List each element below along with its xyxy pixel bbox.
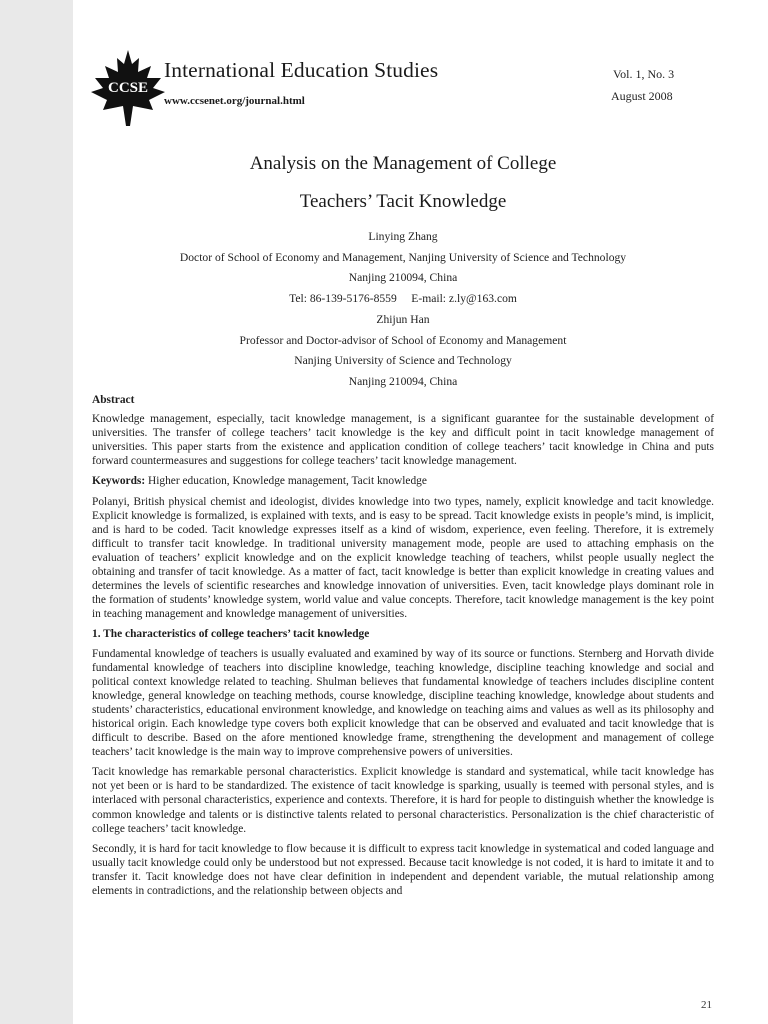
paper-title — [93, 145, 713, 221]
keywords-text: Higher education, Knowledge management, Tacit knowledge — [148, 475, 427, 488]
author-name: Linying Zhang — [368, 230, 438, 243]
author-institution: Nanjing University of Science and Technology — [294, 354, 512, 368]
section-heading: 1. The characteristics of college teachers’ tacit knowledge — [92, 628, 370, 641]
abstract-text: Knowledge management, especially, tacit knowledge management, is a significant guarantee for the sustainable development of universities. The transfer of college teachers’ tacit knowledge is the key and difficult point in tacit knowledge management of universities. This paper starts from the existence and application condition of college teachers’ tacit knowledge in China and puts forward countermeasures and suggestions for college teachers’ tacit knowledge management. — [92, 413, 714, 468]
issue-date: August 2008 — [611, 89, 673, 103]
author-affiliation: Professor and Doctor-advisor of School of Economy and Management — [239, 333, 567, 347]
paper-body — [92, 393, 714, 904]
body-paragraph: Fundamental knowledge of teachers is usually evaluated and examined by way of its source or functions. Sternberg and Horvath divide fundamental knowledge of teachers into discipline knowledge, teaching knowledge, discipline teaching knowledge and social and political context knowledge related to teaching. Shulman believes that fundamental knowledge of teachers includes discipline content knowledge, general knowledge on teaching methods, course knowledge, discipline teaching knowledge, knowledge about students and students’ characteristics, educational environment knowledge, and knowledge on teaching aims and values as well as its philosophy and historical origin. Each knowledge type covers both explicit knowledge that can be observed and evaluated and tacit knowledge that is difficult to describe. Based on the afore mentioned knowledge frame, strengthening the development and management of college teachers’ tacit knowledge is the main way to improve comprehensive powers of universities. — [92, 647, 714, 759]
title-line-2: Teachers’ Tacit Knowledge — [299, 191, 507, 212]
intro-paragraph: Polanyi, British physical chemist and ideologist, divides knowledge into two types, namely, explicit knowledge and tacit knowledge. Explicit knowledge is formalized, is explained with texts, and is easy to be spread. Tacit knowledge exists in people’s mind, is implicit, and is hard to be coded. Tacit knowledge expresses itself as a kind of wisdom, experience, even feeling. Therefore, it is extremely difficult to transfer tacit knowledge. In traditional university management mode, people are used to attaching emphasis on the evaluation of teachers’ explicit knowledge and on the explicit knowledge teaching of teachers, whilst people usually neglect the obtaining and transfer of tacit knowledge. As a matter of fact, tacit knowledge is better than explicit knowledge in creating values and determines the levels of scientific researches and knowledge innovation of universities. Even, tacit knowledge plays dominant role in the formation of students’ knowledge system, world value and value concepts. Therefore, tacit knowledge management is the key point in teaching management and knowledge management of universities. — [92, 495, 714, 621]
journal-title: International Education Studies — [164, 58, 439, 82]
abstract-heading: Abstract — [92, 394, 135, 406]
author-contact: Tel: 86-139-5176-8559 E-mail: z.ly@163.com — [289, 292, 517, 306]
page-number: 21 — [701, 999, 712, 1011]
body-paragraph: Tacit knowledge has remarkable personal characteristics. Explicit knowledge is standard and systematical, while tacit knowledge has not yet been or is hard to be standardized. The existence of tacit knowledge is sparking, usually is teemed with personal styles, and is interlaced with personal characteristics, experience and contexts. Therefore, it is hard for people to distinguish whether the knowledge is common knowledge and talents or is distinctive talents related to personal characteristics. Personalization is the chief characteristic of college teachers’ tacit knowledge. — [92, 766, 714, 835]
author-address: Nanjing 210094, China — [348, 374, 458, 388]
journal-url: www.ccsenet.org/journal.html — [164, 95, 305, 107]
document-page — [73, 0, 768, 1024]
author-affiliation: Doctor of School of Economy and Management, Nanjing University of Science and Technology — [179, 250, 627, 264]
author-block — [93, 227, 713, 393]
author-name: Zhijun Han — [376, 312, 430, 326]
title-line-1: Analysis on the Management of College — [249, 153, 557, 174]
volume-label: Vol. 1, No. 3 — [613, 67, 675, 81]
keywords — [92, 474, 714, 488]
body-paragraph: Secondly, it is hard for tacit knowledge to flow because it is difficult to express tacit knowledge in systematical and coded language and usually tacit knowledge could only be understood but not expressed. Because tacit knowledge is not coded, it is hard to imitate it and to transfer it. Tacit knowledge does not have clear definition in independent and dependent variable, the mutual relationship among elements in contradictions, and the relationship between objects and — [92, 842, 714, 897]
author-address: Nanjing 210094, China — [348, 271, 458, 285]
keywords-label: Keywords: — [92, 475, 146, 488]
maple-leaf-logo — [87, 48, 169, 128]
logo-text: CCSE — [107, 80, 149, 96]
